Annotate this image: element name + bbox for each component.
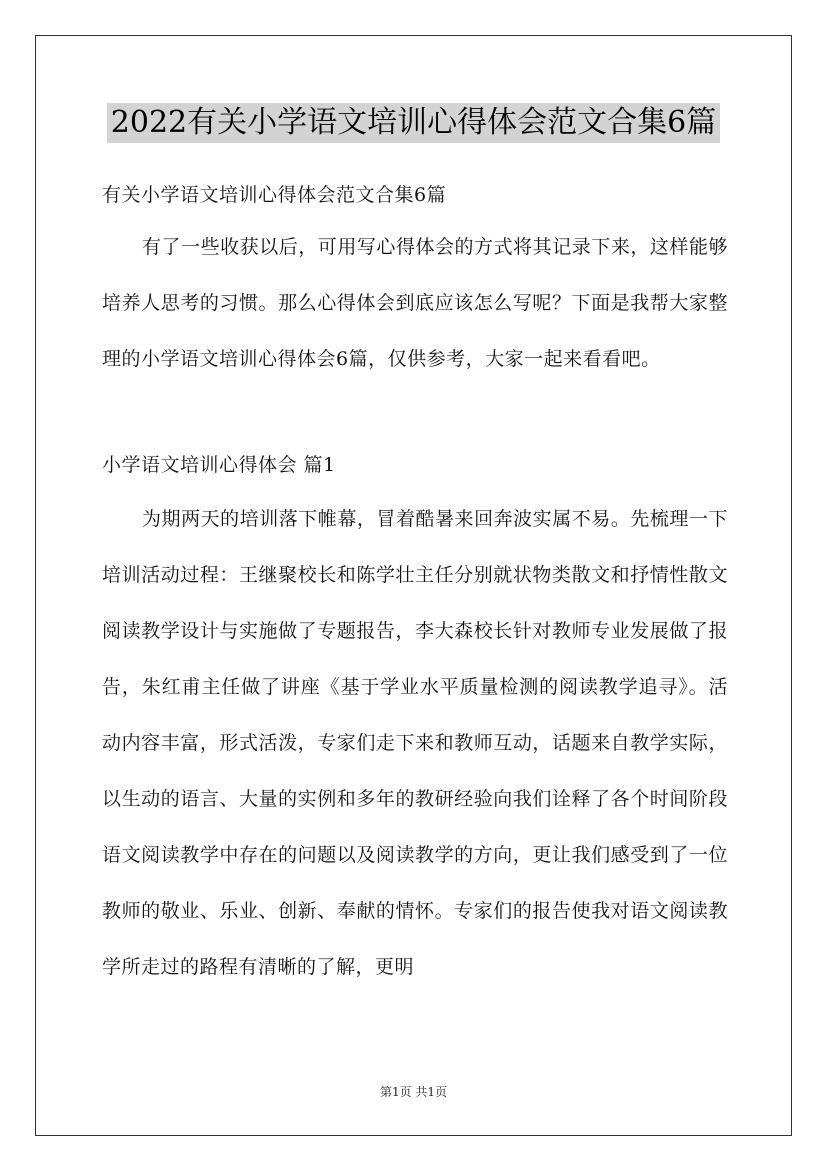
title-container — [0, 103, 827, 143]
document-subtitle: 有关小学语文培训心得体会范文合集6篇 — [102, 184, 447, 206]
document-body — [102, 171, 728, 995]
section-paragraph: 为期两天的培训落下帷幕，冒着酷暑来回奔波实属不易。先梳理一下培训活动过程：王继聚校长和陈学壮主任分别就状物类散文和抒情性散文阅读教学设计与实施做了专题报告，李大森校长针对教师专业发展做了报告，朱红甫主任做了讲座《基于学业水平质量检测的阅读教学追寻》。活动内容丰富，形式活泼，专家们走下来和教师互动，话题来自教学实际，以生动的语言、大量的实例和多年的教研经验向我们诠释了各个时间阶段语文阅读教学中存在的问题以及阅读教学的方向，更让我们感受到了一位教师的敬业、乐业、创新、奉献的情怀。专家们的报告使我对语文阅读教学所走过的路程有清晰的了解，更明 — [102, 508, 728, 978]
section-heading: 小学语文培训心得体会 篇1 — [102, 454, 336, 476]
document-title: 2022有关小学语文培训心得体会范文合集6篇 — [107, 103, 720, 143]
page-number: 第1页 共1页 — [379, 1085, 448, 1099]
intro-paragraph: 有了一些收获以后，可用写心得体会的方式将其记录下来，这样能够培养人思考的习惯。那么心得体会到底应该怎么写呢？下面是我帮大家整理的小学语文培训心得体会6篇，仅供参考，大家一起来看看吧。 — [102, 236, 728, 370]
